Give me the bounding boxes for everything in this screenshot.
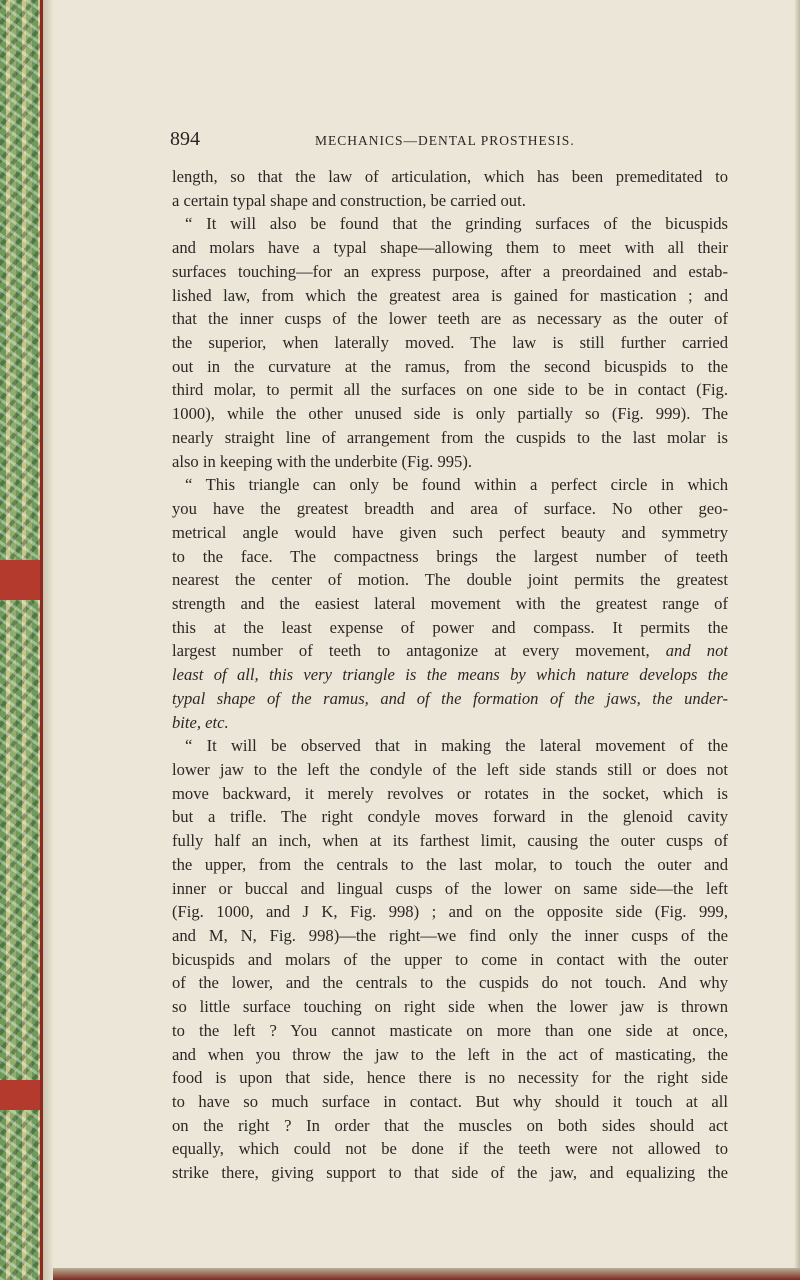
text-line: and when you throw the jaw to the left in the act of masticating, the [172, 1044, 728, 1064]
italic-segment: and not [665, 641, 728, 661]
text-line: (Fig. 1000, and J K, Fig. 998) ; and on the opposite side (Fig. 999, [172, 902, 728, 922]
text-line: 1000), while the other unused side is only partially so (Fig. 999). The [172, 404, 728, 424]
text-line: fully half an inch, when at its farthest limit, causing the outer cusps of [172, 831, 728, 851]
binding-shadow [43, 0, 53, 1280]
text-line: the superior, when laterally moved. The law is still further carried [172, 333, 728, 353]
text-line: “ This triangle can only be found within a perfect circle in which [185, 475, 728, 495]
text-line: lished law, from which the greatest area is gained for mastication ; and [172, 285, 728, 305]
text-segment: largest number of teeth to antagonize at every movement, [172, 641, 650, 661]
page-edge-shadow [794, 0, 800, 1280]
text-line: of the lower, and the centrals to the cuspids do not touch. And why [172, 973, 728, 993]
italic-line: least of all, this very triangle is the means by which nature develops the [172, 665, 728, 685]
text-line: move backward, it merely revolves or rotates in the socket, which is [172, 783, 728, 803]
text-line: nearest the center of motion. The double joint permits the greatest [172, 570, 728, 590]
page-header [170, 128, 730, 156]
text-line: this at the least expense of power and compass. It permits the [172, 617, 728, 637]
text-line: “ It will be observed that in making the lateral movement of the [185, 736, 728, 756]
running-head: MECHANICS—DENTAL PROSTHESIS. [315, 133, 575, 148]
text-line: and M, N, Fig. 998)—the right—we find only the inner cusps of the [172, 926, 728, 945]
edge-red-band [0, 560, 40, 600]
text-line: food is upon that side, hence there is no necessity for the right side [172, 1068, 728, 1088]
text-line: but a trifle. The right condyle moves forward in the glenoid cavity [172, 807, 728, 827]
marbled-book-edge [0, 0, 40, 1280]
text-line: “ It will also be found that the grinding surfaces of the bicuspids [185, 214, 728, 234]
italic-line: bite, etc. [172, 712, 229, 732]
text-line-mixed [172, 639, 728, 663]
text-line: you have the greatest breadth and area of surface. No other geo- [172, 499, 728, 519]
text-line: surfaces touching—for an express purpose, after a preordained and estab- [172, 261, 728, 281]
edge-red-band [0, 1080, 40, 1110]
italic-line: typal shape of the ramus, and of the formation of the jaws, the under- [172, 688, 728, 708]
text-line: lower jaw to the left the condyle of the left side stands still or does not [172, 759, 728, 779]
text-line: third molar, to permit all the surfaces on one side to be in contact (Fig. [172, 380, 728, 400]
text-line: equally, which could not be done if the teeth were not allowed to [172, 1139, 728, 1159]
text-line: nearly straight line of arrangement from the cuspids to the last molar is [172, 427, 728, 447]
body-text [172, 165, 728, 1185]
text-line: to the face. The compactness brings the largest number of teeth [172, 546, 728, 566]
text-line: the upper, from the centrals to the last molar, to touch the outer and [172, 854, 728, 874]
text-line: to have so much surface in contact. But why should it touch at all [172, 1092, 728, 1112]
text-line: length, so that the law of articulation, which has been premeditated to [172, 167, 728, 186]
page-bottom-edge [53, 1268, 800, 1280]
text-line: inner or buccal and lingual cusps of the lower on same side—the left [172, 878, 728, 898]
text-line: strike there, giving support to that side of the jaw, and equalizing the [172, 1163, 728, 1183]
text-line: metrical angle would have given such perfect beauty and symmetry [172, 522, 728, 542]
text-line: strength and the easiest lateral movement with the greatest range of [172, 593, 728, 613]
page-number: 894 [170, 128, 200, 150]
text-line: that the inner cusps of the lower teeth are as necessary as the outer of [172, 309, 728, 329]
text-line: bicuspids and molars of the upper to come in contact with the outer [172, 949, 728, 969]
text-line: so little surface touching on right side when the lower jaw is thrown [172, 997, 728, 1017]
text-line: to the left ? You cannot masticate on more than one side at once, [172, 1020, 728, 1040]
text-line: and molars have a typal shape—allowing them to meet with all their [172, 238, 728, 258]
text-line: a certain typal shape and construction, be carried out. [172, 190, 526, 210]
text-line: also in keeping with the underbite (Fig. 995). [172, 451, 473, 471]
text-line: on the right ? In order that the muscles on both sides should act [172, 1115, 728, 1135]
text-line: out in the curvature at the ramus, from the second bicuspids to the [172, 356, 728, 376]
